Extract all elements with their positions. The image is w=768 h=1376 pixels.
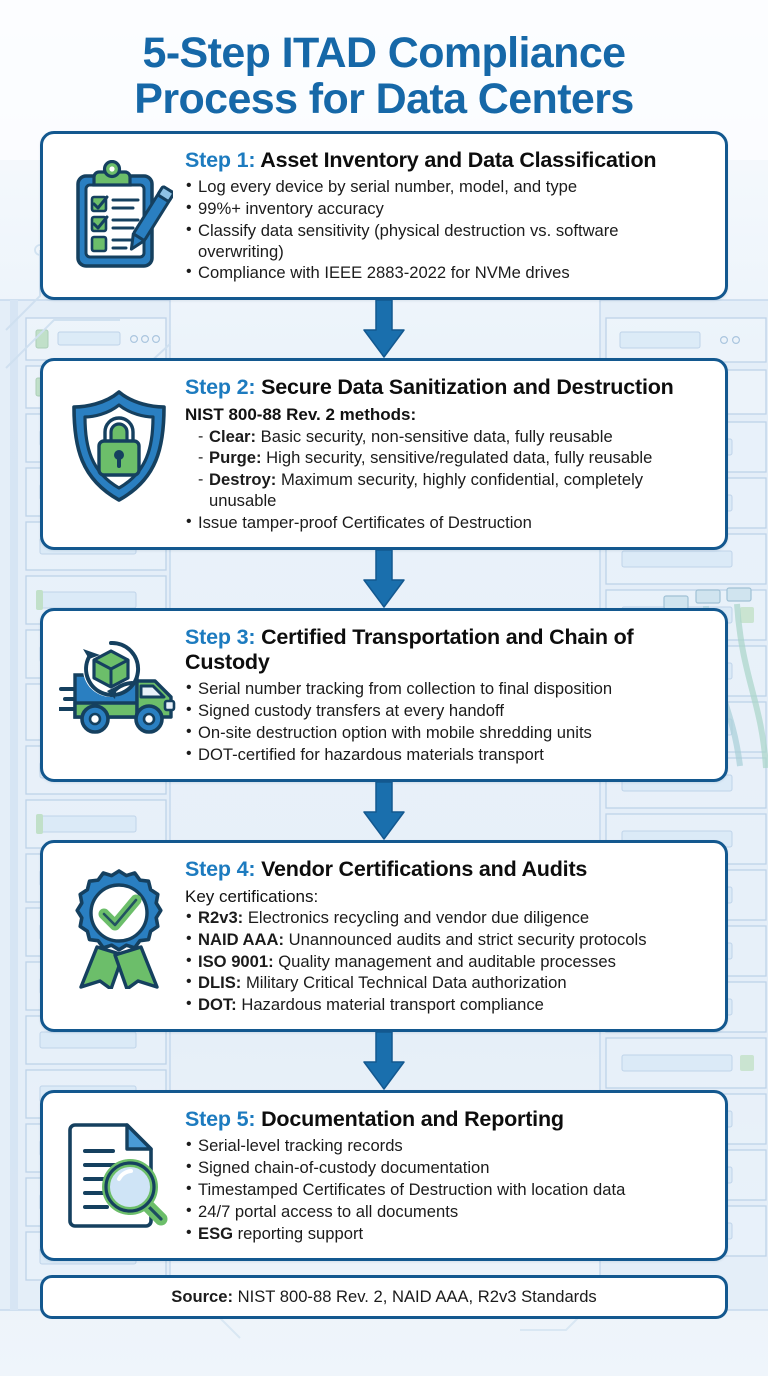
step-card-3[interactable] [40, 608, 728, 782]
source-text: NIST 800-88 Rev. 2, NAID AAA, R2v3 Standards [233, 1286, 597, 1306]
step-3-bullets [185, 679, 707, 766]
step-card-1-body [185, 146, 711, 285]
delivery-truck-icon [53, 623, 185, 741]
list-item: • DOT-certified for hazardous materials transport [185, 745, 707, 766]
source-box [40, 1275, 728, 1319]
connector-arrow-2 [40, 550, 728, 608]
step-5-bullets [185, 1136, 707, 1245]
document-magnifier-icon [53, 1105, 185, 1229]
step-4-title: Vendor Certifications and Audits [261, 856, 588, 881]
step-card-2-body [185, 373, 711, 535]
list-item: • Compliance with IEEE 2883-2022 for NVMe drives [185, 263, 707, 284]
step-5-title: Documentation and Reporting [261, 1107, 564, 1132]
connector-arrow-4 [40, 1032, 728, 1090]
certification-badge-icon [53, 855, 185, 989]
step-1-bullets [185, 177, 707, 285]
list-item: • Signed custody transfers at every handoff [185, 701, 707, 722]
step-2-label: Step 2: [185, 375, 256, 400]
list-item: • Serial-level tracking records [185, 1136, 707, 1157]
list-item: • On-site destruction option with mobile shredding units [185, 723, 707, 744]
list-item: • NAID AAA: Unannounced audits and strict security protocols [185, 930, 707, 951]
step-3-label: Step 3: [185, 625, 256, 650]
list-item: • DLIS: Military Critical Technical Data authorization [185, 973, 707, 994]
step-1-label: Step 1: [185, 147, 256, 172]
step-5-label: Step 5: [185, 1107, 256, 1132]
list-item: - Purge: High security, sensitive/regulated data, fully reusable [185, 448, 707, 469]
shield-lock-icon [53, 373, 185, 505]
step-2-heading [185, 375, 707, 400]
list-item: • ESG reporting support [185, 1224, 707, 1245]
list-item: • R2v3: Electronics recycling and vendor due diligence [185, 908, 707, 929]
step-card-3-body [185, 623, 711, 767]
list-item: • Classify data sensitivity (physical destruction vs. software overwriting) [185, 221, 707, 263]
title-line-2: Process for Data Centers [134, 75, 634, 124]
list-item: • Log every device by serial number, model, and type [185, 177, 707, 198]
step-4-bullets [185, 908, 707, 1017]
page-title [0, 0, 768, 131]
step-3-title: Certified Transportation and Chain of Custody [185, 625, 634, 674]
step-4-heading [185, 857, 707, 882]
step-2-bullets [185, 513, 707, 534]
list-item: - Destroy: Maximum security, highly confidential, completely unusable [185, 470, 707, 512]
list-item: • Timestamped Certificates of Destruction with location data [185, 1180, 707, 1201]
step-1-heading [185, 148, 707, 173]
list-item: - Clear: Basic security, non-sensitive data, fully reusable [185, 427, 707, 448]
step-2-methods [185, 427, 707, 513]
step-2-title: Secure Data Sanitization and Destruction [261, 375, 674, 400]
title-line-1: 5-Step ITAD Compliance [142, 29, 626, 77]
list-item: • DOT: Hazardous material transport compliance [185, 995, 707, 1016]
connector-arrow-1 [40, 300, 728, 358]
step-card-5[interactable] [40, 1090, 728, 1260]
step-card-1[interactable] [40, 131, 728, 300]
step-2-subheading: NIST 800-88 Rev. 2 methods: [185, 405, 417, 425]
step-card-4[interactable] [40, 840, 728, 1033]
step-card-5-body [185, 1105, 711, 1245]
connector-arrow-3 [40, 782, 728, 840]
source-footer [0, 1261, 768, 1319]
step-5-heading [185, 1107, 707, 1132]
list-item: • Issue tamper-proof Certificates of Destruction [185, 513, 707, 534]
step-1-title: Asset Inventory and Data Classification [260, 147, 657, 172]
step-card-2[interactable] [40, 358, 728, 550]
steps-list [0, 131, 768, 1261]
list-item: • 99%+ inventory accuracy [185, 199, 707, 220]
step-4-subheading: Key certifications: [185, 886, 319, 906]
list-item: • Signed chain-of-custody documentation [185, 1158, 707, 1179]
clipboard-checklist-icon [53, 146, 185, 272]
source-label: Source: [171, 1286, 234, 1306]
step-4-label: Step 4: [185, 856, 256, 881]
step-3-heading [185, 625, 707, 675]
step-card-4-body [185, 855, 711, 1018]
list-item: • ISO 9001: Quality management and auditable processes [185, 952, 707, 973]
list-item: • 24/7 portal access to all documents [185, 1202, 707, 1223]
list-item: • Serial number tracking from collection to final disposition [185, 679, 707, 700]
